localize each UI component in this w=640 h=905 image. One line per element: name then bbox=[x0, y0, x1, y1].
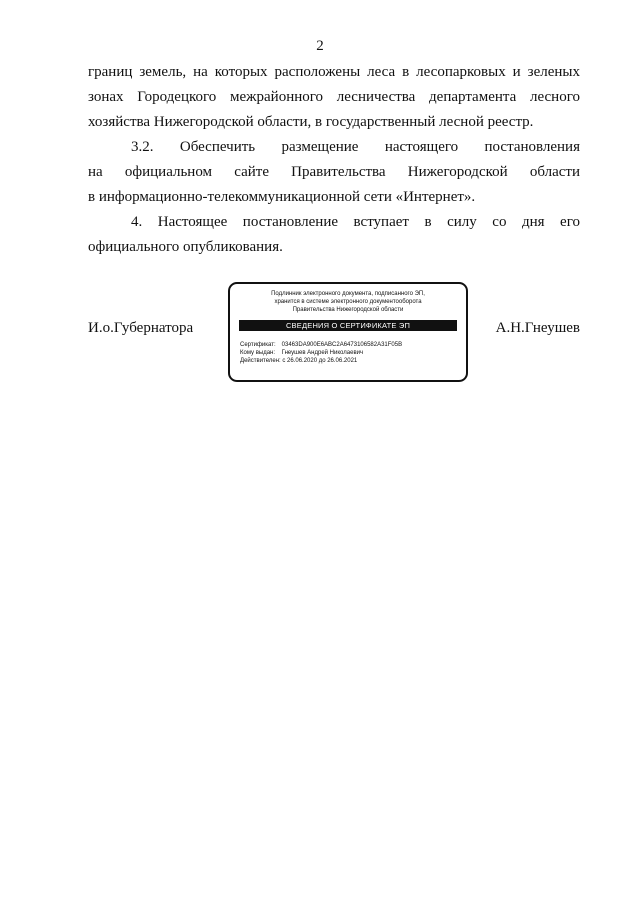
page-number: 2 bbox=[316, 38, 324, 54]
validity-row: Действителен: с 26.06.2020 до 26.06.2021 bbox=[240, 358, 358, 364]
issued-to-row bbox=[240, 349, 466, 357]
text-line: на официальном сайте Правительства Нижегородской области bbox=[88, 164, 580, 180]
paragraph-effective-date bbox=[88, 210, 580, 260]
certificate-details bbox=[240, 341, 466, 365]
paragraph-publication-website bbox=[88, 135, 580, 210]
issued-to-label: Кому выдан: bbox=[240, 350, 276, 356]
stamp-header-line: хранится в системе электронного документооборота bbox=[274, 299, 422, 305]
certificate-info-title: СВЕДЕНИЯ О СЕРТИФИКАТЕ ЭП bbox=[239, 320, 457, 331]
signatory-position: И.о.Губернатора bbox=[88, 320, 194, 336]
stamp-header-line: Правительства Нижегородской области bbox=[292, 307, 404, 313]
text-line: 3.2. Обеспечить размещение настоящего постановления bbox=[131, 139, 580, 155]
paragraph-forest-registry bbox=[88, 60, 580, 135]
electronic-signature-stamp bbox=[228, 282, 468, 382]
certificate-number: 03463DA900E6ABC2A6473106582A31F05B bbox=[281, 342, 403, 348]
text-line: 4. Настоящее постановление вступает в силу со дня его bbox=[131, 214, 580, 230]
certificate-row bbox=[240, 341, 466, 349]
text-line: границ земель, на которых расположены леса в лесопарковых и зеленых bbox=[88, 64, 580, 80]
stamp-header-line: Подлинник электронного документа, подписанного ЭП, bbox=[271, 291, 425, 297]
issued-to-name: Гнеушев Андрей Николаевич bbox=[281, 350, 364, 356]
certificate-label: Сертификат: bbox=[240, 342, 276, 348]
text-line: хозяйства Нижегородской области, в государственный лесной реестр. bbox=[88, 114, 534, 130]
stamp-header bbox=[230, 290, 466, 314]
text-line: зонах Городецкого межрайонного лесничества департамента лесного bbox=[88, 89, 580, 105]
text-line: официального опубликования. bbox=[88, 239, 283, 255]
document-body bbox=[88, 60, 580, 260]
text-line: в информационно-телекоммуникационной сети «Интернет». bbox=[88, 189, 476, 205]
signatory-name: А.Н.Гнеушев bbox=[495, 320, 580, 336]
